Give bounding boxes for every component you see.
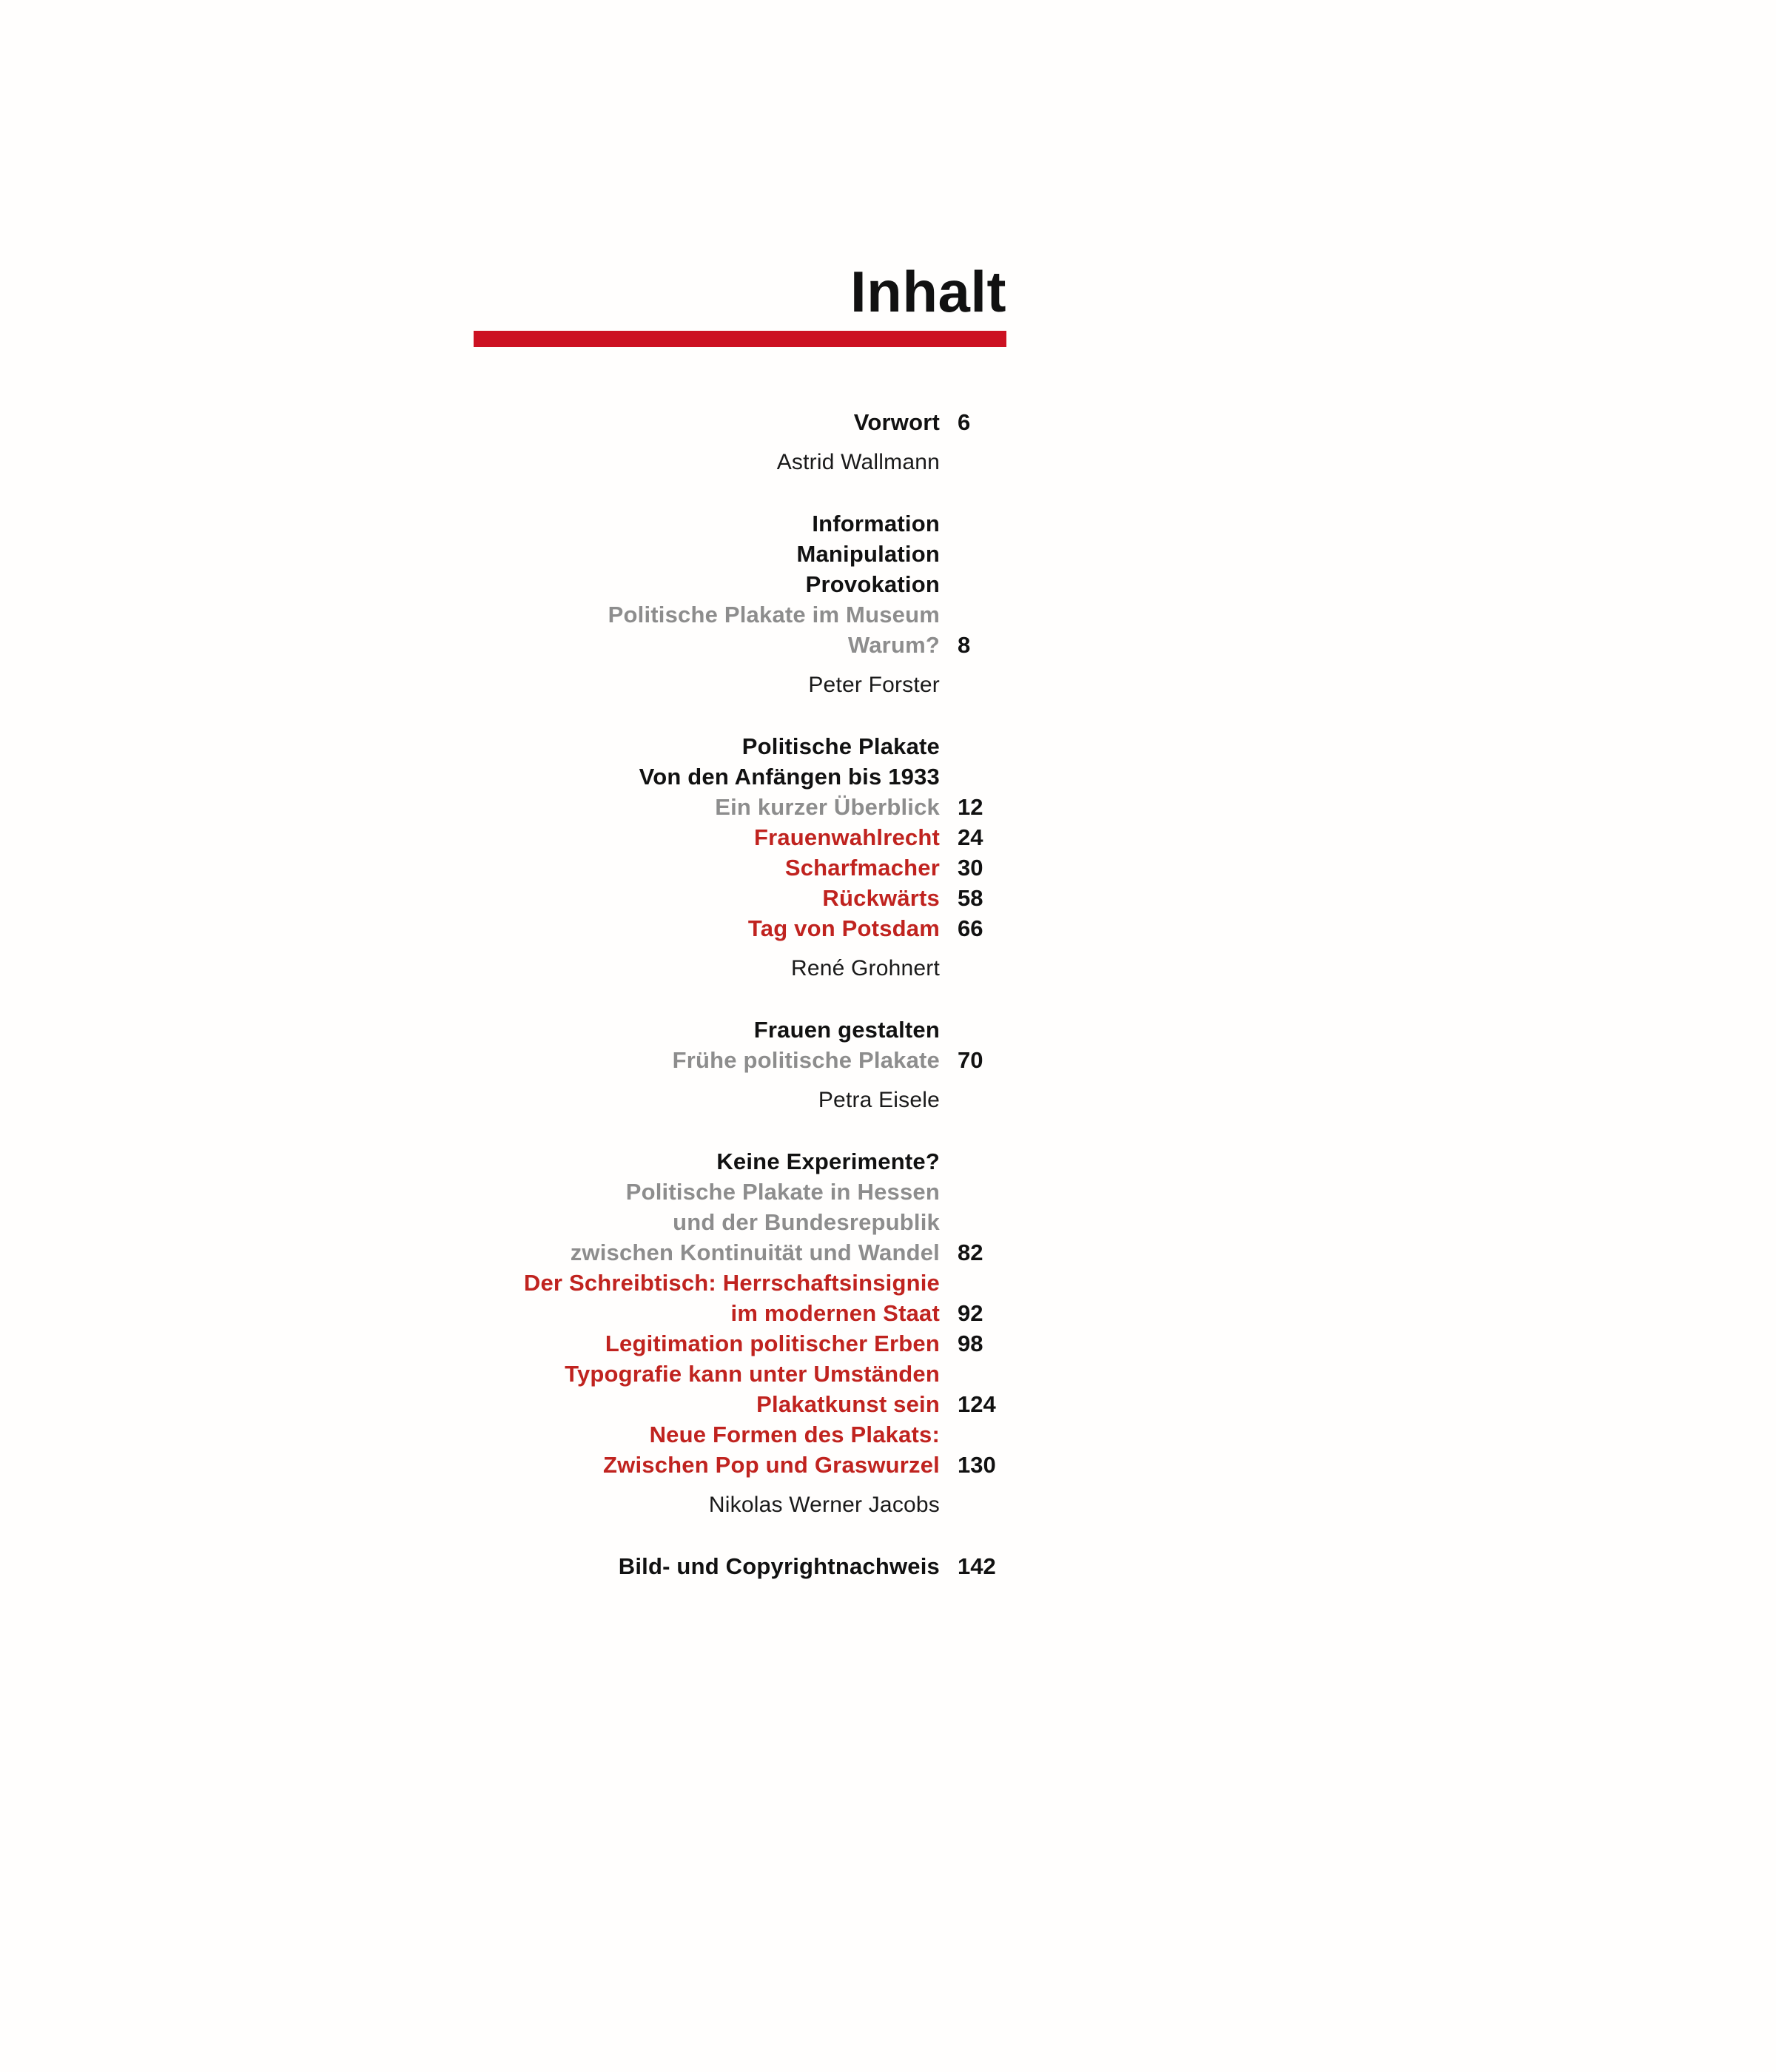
toc-entry[interactable] (385, 1332, 1006, 1355)
toc-entry-label: Keine Experimente? (716, 1148, 940, 1174)
toc-entry[interactable] (385, 512, 1006, 535)
toc-entry-label: zwischen Kontinuität und Wandel (570, 1240, 940, 1265)
toc-group-vorwort (385, 411, 1006, 474)
toc-entry-page-number: 58 (958, 885, 983, 911)
toc-entry-label: Frauenwahlrecht (753, 824, 940, 850)
toc-entry[interactable] (385, 1453, 1006, 1476)
toc-entry-page-number: 6 (958, 409, 971, 435)
toc-entry-label: Information (812, 511, 940, 536)
toc-group-keine-experimente (385, 1150, 1006, 1516)
toc-entry-page-number: 8 (958, 632, 971, 658)
toc-entry-label: Plakatkunst sein (756, 1391, 940, 1417)
toc-entry-label: im modernen Staat (730, 1300, 940, 1326)
toc-entry-page-number: 24 (958, 824, 983, 850)
toc-entry-page-number: 82 (958, 1240, 983, 1265)
toc-entry[interactable] (385, 1362, 1006, 1385)
toc-entry[interactable] (385, 542, 1006, 565)
toc-entry[interactable] (385, 1302, 1006, 1325)
toc-entry-label: Tag von Potsdam (747, 915, 940, 941)
toc-group-frauen-gestalten (385, 1018, 1006, 1111)
toc-entry-label: Nikolas Werner Jacobs (708, 1493, 940, 1517)
toc-entry[interactable] (385, 411, 1006, 434)
toc-entry-label: Frauen gestalten (753, 1017, 940, 1043)
toc-entry-page-number: 142 (958, 1553, 996, 1579)
toc-entry-page-number: 30 (958, 855, 983, 881)
table-of-contents (385, 411, 1006, 1585)
toc-entry-label: Politische Plakate in Hessen (625, 1179, 940, 1205)
toc-entry[interactable] (385, 674, 1006, 696)
toc-group-information-manipulation-provokation (385, 512, 1006, 696)
toc-entry[interactable] (385, 1049, 1006, 1072)
toc-entry[interactable] (385, 1211, 1006, 1234)
toc-entry-label: Ein kurzer Überblick (715, 794, 940, 820)
toc-entry[interactable] (385, 1494, 1006, 1516)
toc-entry-label: Von den Anfängen bis 1933 (639, 764, 940, 790)
toc-entry[interactable] (385, 1555, 1006, 1578)
toc-entry-label: Typografie kann unter Umständen (565, 1361, 940, 1387)
toc-entry-label: René Grohnert (790, 956, 940, 980)
toc-entry-page-number: 92 (958, 1300, 983, 1326)
toc-entry-page-number: 70 (958, 1047, 983, 1073)
page-title: Inhalt (850, 259, 1006, 324)
toc-entry-label: Scharfmacher (784, 855, 940, 881)
toc-entry-page-number: 130 (958, 1452, 996, 1478)
toc-entry[interactable] (385, 765, 1006, 788)
toc-entry-label: Provokation (805, 571, 940, 597)
title-block (474, 259, 1006, 347)
toc-entry-page-number: 12 (958, 794, 983, 820)
toc-entry-page-number: 98 (958, 1331, 983, 1356)
toc-group-politische-plakate-anfaenge (385, 735, 1006, 980)
toc-entry[interactable] (385, 1150, 1006, 1173)
toc-entry-page-number: 66 (958, 915, 983, 941)
toc-entry-label: Frühe politische Plakate (672, 1047, 940, 1073)
toc-entry-label: Manipulation (796, 541, 940, 567)
toc-entry[interactable] (385, 1089, 1006, 1111)
toc-entry-label: Der Schreibtisch: Herrschaftsinsignie (523, 1270, 940, 1296)
title-accent-rule (474, 331, 1006, 347)
toc-entry[interactable] (385, 958, 1006, 980)
toc-entry[interactable] (385, 633, 1006, 656)
toc-entry[interactable] (385, 1241, 1006, 1264)
toc-entry-label: Zwischen Pop und Graswurzel (603, 1452, 940, 1478)
toc-entry-label: Vorwort (853, 409, 940, 435)
toc-entry[interactable] (385, 1393, 1006, 1416)
toc-group-bildnachweis (385, 1555, 1006, 1578)
toc-entry[interactable] (385, 917, 1006, 940)
toc-entry-label: Warum? (847, 632, 940, 658)
toc-entry-label: Legitimation politischer Erben (605, 1331, 940, 1356)
toc-entry-label: Politische Plakate (741, 733, 940, 759)
toc-entry[interactable] (385, 451, 1006, 474)
toc-entry[interactable] (385, 1271, 1006, 1294)
toc-entry[interactable] (385, 603, 1006, 626)
toc-entry-label: Bild- und Copyrightnachweis (618, 1553, 940, 1579)
toc-entry-label: Peter Forster (808, 673, 940, 697)
toc-entry[interactable] (385, 887, 1006, 909)
toc-entry-label: und der Bundesrepublik (673, 1209, 940, 1235)
toc-entry-label: Petra Eisele (818, 1088, 940, 1112)
toc-entry[interactable] (385, 826, 1006, 849)
toc-entry-label: Neue Formen des Plakats: (649, 1422, 940, 1447)
toc-entry[interactable] (385, 573, 1006, 596)
toc-entry-page-number: 124 (958, 1391, 996, 1417)
toc-entry[interactable] (385, 796, 1006, 818)
toc-entry-label: Rückwärts (822, 885, 940, 911)
toc-entry-label: Politische Plakate im Museum (608, 602, 940, 628)
toc-entry[interactable] (385, 735, 1006, 758)
toc-entry[interactable] (385, 1018, 1006, 1041)
toc-entry[interactable] (385, 856, 1006, 879)
toc-entry[interactable] (385, 1180, 1006, 1203)
toc-entry-label: Astrid Wallmann (776, 450, 940, 474)
toc-entry[interactable] (385, 1423, 1006, 1446)
